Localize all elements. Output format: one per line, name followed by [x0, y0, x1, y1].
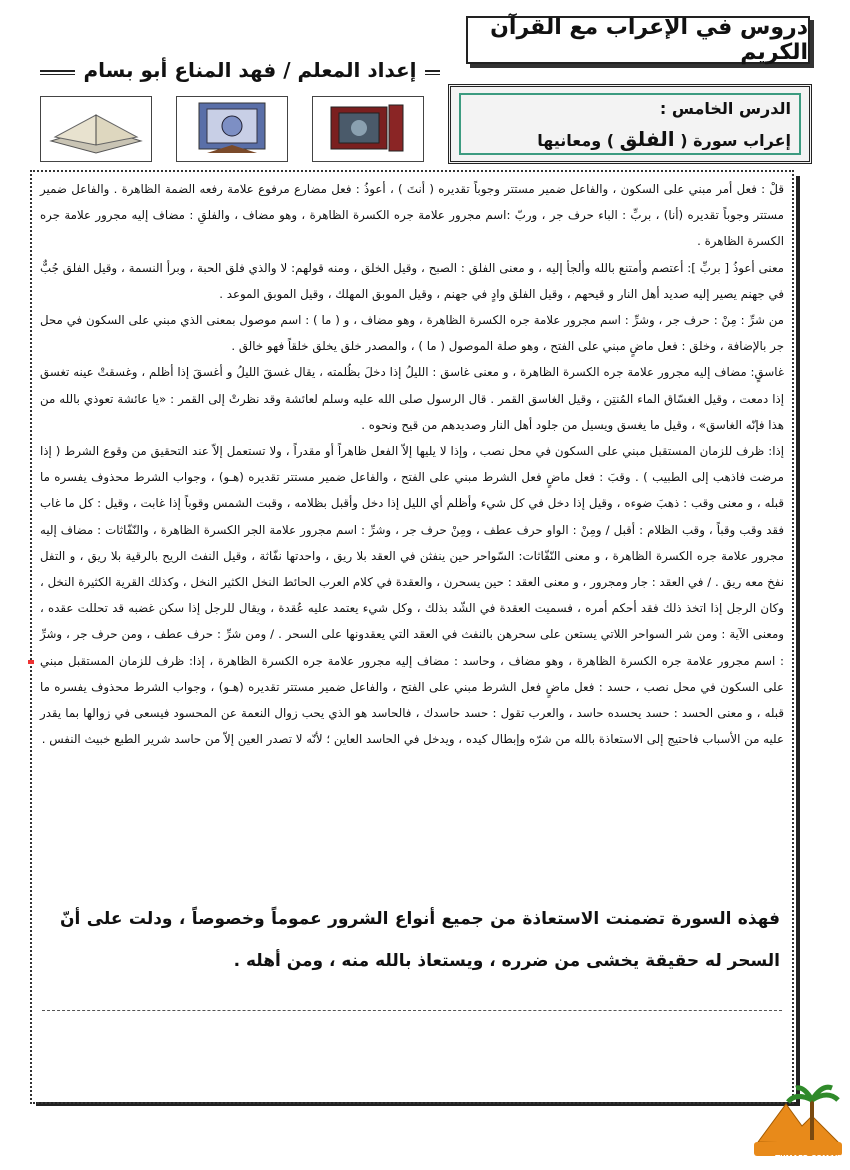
lesson-subject-suffix: ) ومعانيها — [537, 131, 615, 150]
title-text: دروس في الإعراب مع القرآن الكريم — [490, 15, 808, 65]
paragraph-5: إذا: ظرف للزمان المستقبل مبني على السكون في محل نصب ، وإذا لا يليها إلاّ الفعل ظاهراً أو مقدراً ، ولا تستعمل إلاّ عند التحقيق من وقوع الشرط ( إذا مرضت فاذهب إلى الطبيب ) . وقبَ : فعل ماضٍ فعل الشرط مبني على الفتح ، والفاعل ضمير مستتر تقديره (هـو) ، وجواب الشرط محذوف يفسره ما قبله ، و معنى وقب : ذهبَ ضوءه ، وقيل إذا دخل في كل شيء وأظلم أي الليل إذا دخل وأقبل بظلامه ، وقبت الشمس وقوباً إذا غابت ، وقيل : كل ما غاب فقد وقب وقباً ، وقب الظلام : أقبل / ومِنْ : الواو حرف عطف ، ومِنْ حرف جر ، وشرِّ : اسم مجرور علامة الجر الكسرة الظاهرة ، والنّفّاثات : مضاف إليه مجرور علامة جره الكسرة الظاهرة ، و معنى النّفّاثات: السّواحر حين ينفثن في العقد بلا ريق ، واحدتها نفّاثة ، وقيل النفث الريح بالرقية بلا ريق ، و التفل نفخ معه ريق . / في العقد : جار ومجرور ، و معنى العقد : حين يسحرن ، والعقدة في كلام العرب الحائط النخل الكثير النخل ، وكذلك القرية الكثيرة النخل ، وكان الرجل إذا اتخذ ذلك فقد أحكم أمره ، فسميت العقدة في الشّد بذلك ، وكل شيء يعتمد عليه عُقدة ، ويقال للرجل إذا سكن غضبه قد تحللت عقده ، ومعنى الآية : ومن شر السواحر اللاتي يستعن على سحرهن بالنفث في العقد التي يعقدونها على السحر . / ومن شرِّ : حرف عطف ، ومن حرف جر ، وشرِّ : اسم مجرور علامة جره الكسرة الظاهرة ، وهو مضاف ، وحاسد : مضاف إليه مجرور علامة جره الكسرة الظاهرة ، إذا: ظرف للزمان المستقبل مبني على السكون في محل نصب ، حسد : فعل ماضٍ فعل الشرط مبني على الفتح ، والفاعل ضمير مستتر تقديره (هـو) ، وجواب الشرط محذوف يفسره ما قبله ، و معنى الحسد : حسد يحسده حاسد ، والعرب تقول : حسد حاسدك ، فالحاسد هو الذي يحب زوال النعمة عن المحسود فيسعى في زوالها بما يقدر عليه من الأسباب فاحتيج إلى الاستعاذة بالله من شرّه وإبطال كيده ، ويدخل في الحاسد العاين ؛ لأنّه لا تصدر العين إلاّ من حاسد شرير الطبع خبيث النفس . — [40, 444, 784, 747]
margin-mark — [28, 660, 34, 664]
paragraph-3: من شرِّ : مِنْ : حرف جر ، وشرِّ : اسم مجرور علامة جره الكسرة الظاهرة ، وهو مضاف ، و ( ما ) : اسم موصول بمعنى الذي مبني على السكون في محل جر بالإضافة ، وخلق : فعل ماضٍ مبني على الفتح ، وهو صلة الموصول ( ما ) ، والمصدر خلق يخلق خلقاً فهو خالق . — [40, 313, 784, 354]
paragraph-2: معنى أعوذُ [ بربِّ ]: أعتصم وأمتنع بالله وألجأ إليه ، و معنى الفلق : الصبح ، وقيل الخلق ، ومنه قولهم: لا والذي فلق الحبة ، وبرأ النسمة ، وقيل الفلق جُبٌّ في جهنم يصير إليه صديد أهل النار و قيحهم ، وقيل الفلق وادٍ في جهنم ، وقيل الموبق المهلك ، وقيل الموبق الموعد . — [40, 260, 784, 301]
logo-url: www.TUMAER.COM/VB — [753, 1154, 843, 1162]
open-quran-image — [40, 96, 152, 162]
dashed-divider — [42, 1010, 782, 1011]
lesson-body — [40, 176, 784, 752]
lesson-subject — [537, 127, 791, 151]
paragraph-4: غاسقٍ: مضاف إليه مجرور علامة جره الكسرة الظاهرة ، و معنى غاسق : الليلُ إذا دخلَ بظُلمته ، يقال غسقَ الليلُ و أغسقَ إذا أظلم ، وغسقتْ عينه تغسق إذا دمعت ، وقيل الغسّاق الماء المُنتِن ، وقيل الغاسق القمر . قال الرسول صلى الله عليه وسلم لعائشة وقد نظرتْ إلى القمر : «يا عائشة تعوذي بالله من هذا فإنّه الغاسق» ، وقيل ما يغسق ويسيل من جلود أهل النار وصديدهم من قيح ونحوه . — [40, 365, 784, 432]
sura-name: الفلق — [619, 127, 675, 151]
site-logo — [752, 1082, 844, 1166]
author-text: إعداد المعلم / فهد المناع أبو بسام — [75, 58, 424, 82]
red-book-icon — [313, 97, 423, 161]
ornate-book-icon — [177, 97, 287, 161]
red-quran-image — [312, 96, 424, 162]
author-line — [60, 58, 440, 88]
content-shadow-right — [796, 176, 800, 1104]
lesson-header-box — [448, 84, 812, 164]
paragraph-1: قلْ : فعل أمر مبني على السكون ، والفاعل ضمير مستتر وجوباً تقديره ( أنتَ ) ، أعوذُ : فعل مضارع مرفوع علامة رفعه الضمة الظاهرة . والفاعل ضمير مستتر وجوباً تقديره (أنا) ، بربِّ : الباء حرف جر ، وربّ :اسم مجرور علامة جره الكسرة الظاهرة ، وهو مضاف ، والفلقِ : مضاف إليه مجرور علامة جره الكسرة الظاهرة . — [40, 182, 784, 249]
lesson-subject-prefix: إعراب سورة ( — [680, 131, 791, 150]
document-title — [466, 16, 810, 64]
blue-quran-image — [176, 96, 288, 162]
open-book-icon — [41, 97, 151, 161]
closing-statement: فهذه السورة تضمنت الاستعاذة من جميع أنواع الشرور عموماً وخصوصاً ، ودلت على أنّ السحر له حقيقة يخشى من ضرره ، ويستعاذ بالله منه ، ومن أهله . — [60, 909, 780, 971]
lesson-number: الدرس الخامس : — [659, 99, 791, 118]
